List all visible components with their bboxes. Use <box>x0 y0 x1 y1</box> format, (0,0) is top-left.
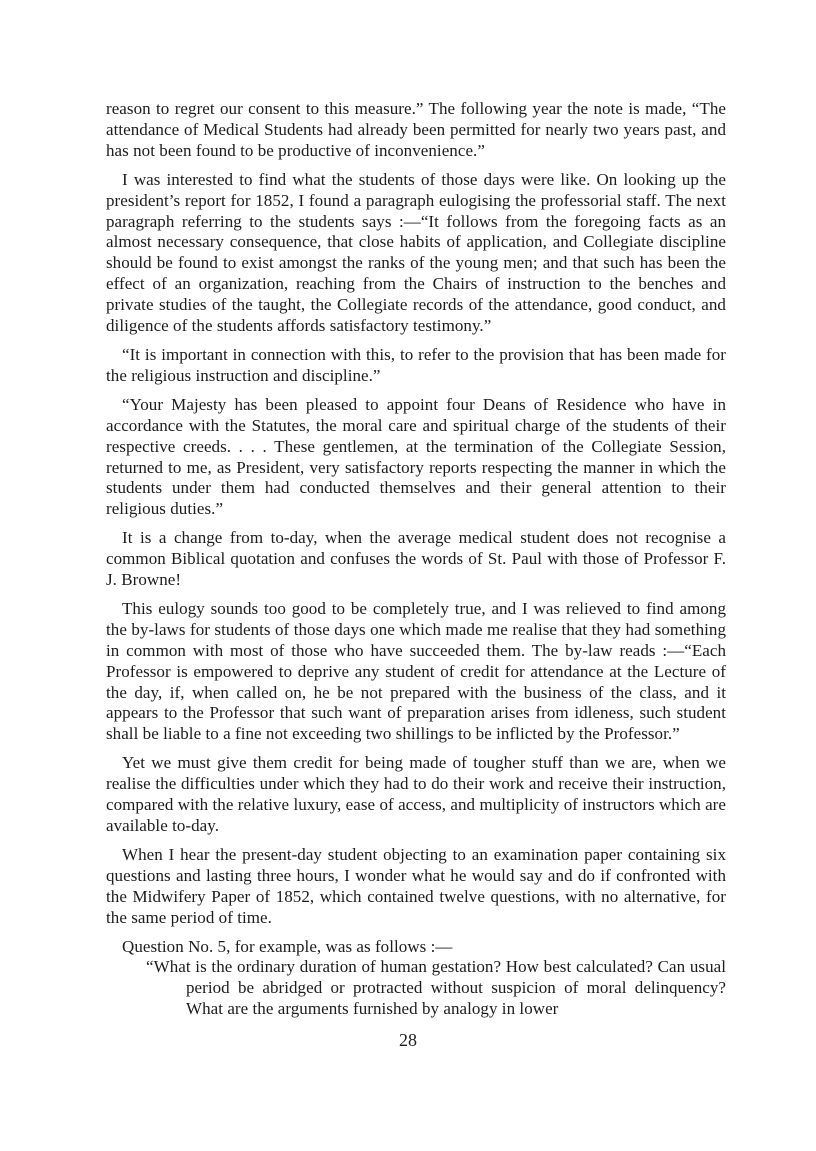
paragraph: “It is important in connection with this, to refer to the provision that has been made for the religious instruction and discipline.” <box>106 344 726 385</box>
paragraph: I was interested to find what the students of those days were like. On looking up the president’s report for 1852, I found a paragraph eulogising the professorial staff. The next paragraph referring to the students says :—“It follows from the foregoing facts as an almost necessary consequence, that close habits of application, and Collegiate discipline should be found to exist amongst the ranks of the young men; and that such has been the effect of an organization, reaching from the Chairs of instruction to the benches and private studies of the taught, the Collegiate records of the attendance, good conduct, and diligence of the students affords satisfactory testimony.” <box>106 169 726 336</box>
page-body <box>106 99 726 1020</box>
exam-question-quote: “What is the ordinary duration of human gestation? How best calculated? Can usual period be abridged or protracted without suspicion of moral delinquency? What are the arguments furnished by analogy in lower <box>146 957 726 1019</box>
paragraph: This eulogy sounds too good to be completely true, and I was relieved to find among the by-laws for students of those days one which made me realise that they had something in common with most of those who have succeeded them. The by-law reads :—“Each Professor is empowered to deprive any student of credit for attendance at the Lecture of the day, if, when called on, he be not prepared with the business of the class, and it appears to the Professor that such want of preparation arises from idleness, such student shall be liable to a fine not exceeding two shillings to be inflicted by the Professor.” <box>106 598 726 744</box>
paragraph: Yet we must give them credit for being made of tougher stuff than we are, when we realise the difficulties under which they had to do their work and receive their instruction, compared with the relative luxury, ease of access, and multiplicity of instructors which are available to-day. <box>106 753 726 835</box>
paragraph: It is a change from to-day, when the average medical student does not recognise a common Biblical quotation and confuses the words of St. Paul with those of Professor F. J. Browne! <box>106 528 726 590</box>
paragraph: When I hear the present-day student objecting to an examination paper containing six questions and lasting three hours, I wonder what he would say and do if confronted with the Midwifery Paper of 1852, which contained twelve questions, with no alternative, for the same period of time. <box>106 844 726 927</box>
paragraph: “Your Majesty has been pleased to appoint four Deans of Residence who have in accordance with the Statutes, the moral care and spiritual charge of the students of their respective creeds. . . . These gentlemen, at the termination of the Collegiate Session, returned to me, as President, very satisfactory reports respecting the manner in which the students under them had conducted themselves and their general attention to their religious duties.” <box>106 394 726 519</box>
paragraph: Question No. 5, for example, was as follows :— <box>122 936 453 956</box>
paragraph: reason to regret our consent to this measure.” The following year the note is made, “The attendance of Medical Students had already been permitted for nearly two years past, and has not been found to be productive of inconvenience.” <box>106 99 726 160</box>
page-number: 28 <box>399 1030 417 1050</box>
